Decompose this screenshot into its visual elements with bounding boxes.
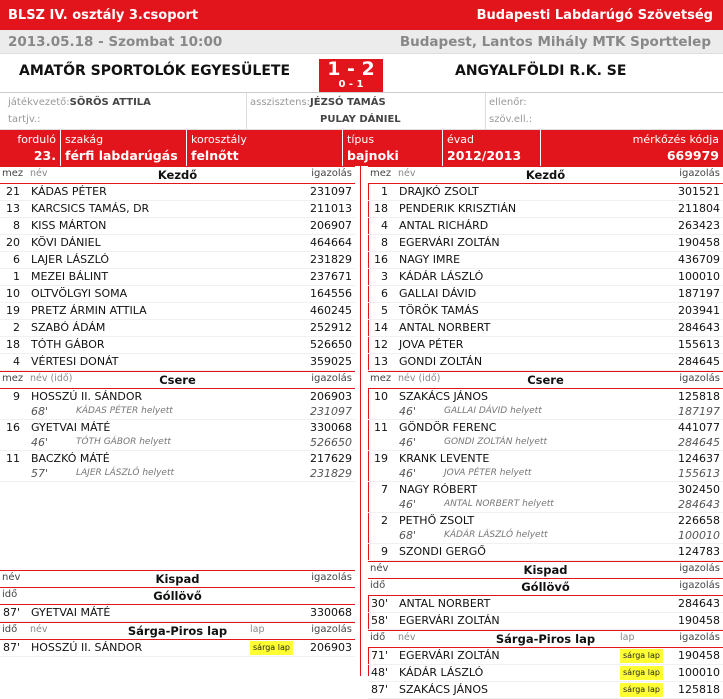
replaced-player-id: 155613	[678, 467, 720, 480]
carded-player-name[interactable]: SZAKÁCS JÁNOS	[399, 683, 488, 696]
section-title: Csere	[527, 373, 564, 387]
replaced-player: JOVA PÉTER helyett	[444, 468, 532, 478]
teams-row	[0, 54, 723, 93]
col-lap: lap	[250, 624, 265, 635]
player-name[interactable]: GONDI ZOLTÁN	[399, 355, 483, 368]
replaced-player-id: 284645	[678, 436, 720, 449]
home-team-name[interactable]: AMATŐR SPORTOLÓK EGYESÜLETE	[19, 63, 291, 79]
player-id: 124783	[678, 545, 720, 558]
home-subs-header	[0, 371, 355, 389]
player-row	[368, 252, 723, 269]
player-row	[368, 320, 723, 337]
info-kind	[342, 130, 442, 166]
yellow-card-badge: sárga lap	[620, 683, 663, 697]
card-minute: 87'	[2, 641, 20, 654]
player-name[interactable]: SZONDI GERGŐ	[399, 545, 486, 558]
assistant-label: asszisztens:	[250, 97, 311, 108]
carded-player-id: 125818	[678, 683, 720, 696]
player-row	[368, 235, 723, 252]
info-age	[186, 130, 342, 166]
player-row	[368, 218, 723, 235]
player-id: 464664	[310, 236, 352, 249]
replaced-player-id: 526650	[310, 436, 352, 449]
away-goals-header	[368, 579, 723, 596]
referee-label: játékvezető:	[8, 97, 70, 108]
player-name[interactable]: GYETVAI MÁTÉ	[31, 421, 111, 434]
player-number: 11	[374, 421, 388, 434]
player-id: 206903	[310, 390, 352, 403]
player-number: 19	[6, 304, 20, 317]
player-id: 301521	[678, 185, 720, 198]
player-name[interactable]: OLTVÖLGYI SOMA	[31, 287, 128, 300]
player-row	[0, 286, 355, 303]
col-mez: mez	[370, 373, 392, 384]
col-nev: név	[370, 563, 389, 574]
player-name[interactable]: NAGY IMRE	[399, 253, 461, 266]
referee-row	[8, 94, 151, 111]
type-value: férfi labdarúgás	[65, 148, 178, 163]
goal-minute: 87'	[2, 606, 20, 619]
carded-player-id: 100010	[678, 666, 720, 679]
player-row	[0, 201, 355, 218]
player-id: 211804	[678, 202, 720, 215]
info-type	[60, 130, 186, 166]
player-name[interactable]: NAGY RÓBERT	[399, 483, 478, 496]
replaced-player: KÁDÁR LÁSZLÓ helyett	[444, 530, 548, 540]
player-number: 16	[6, 421, 20, 434]
controller-row	[489, 94, 527, 111]
referee-name: SÖRÖS ATTILA	[69, 97, 151, 108]
player-id: 203941	[678, 304, 720, 317]
round-label: forduló	[17, 133, 56, 146]
card-minute: 71'	[370, 649, 388, 662]
sub-minute: 46'	[31, 436, 49, 449]
player-name[interactable]: BACZKÓ MÁTÉ	[31, 452, 110, 465]
player-name[interactable]: KARCSICS TAMÁS, DR	[31, 202, 150, 215]
player-number: 9	[381, 545, 388, 558]
player-number: 8	[381, 236, 388, 249]
home-starters-header	[0, 166, 355, 184]
player-row	[0, 337, 355, 354]
away-starters-header	[368, 166, 723, 184]
carded-player-name[interactable]: EGERVÁRI ZOLTÁN	[399, 649, 500, 662]
spacer	[0, 482, 355, 570]
player-row	[368, 303, 723, 320]
col-igazolas: igazolás	[679, 580, 720, 591]
section-title: Kezdő	[525, 168, 566, 182]
player-name[interactable]: KÁDAS PÉTER	[31, 185, 107, 198]
sub-minute: 46'	[399, 498, 417, 511]
section-title: Csere	[159, 373, 196, 387]
substitution-row	[368, 420, 723, 451]
away-subs-header	[368, 371, 723, 389]
player-number: 20	[6, 236, 20, 249]
player-id: 164556	[310, 287, 352, 300]
col-mez: mez	[2, 373, 24, 384]
player-id: 206907	[310, 219, 352, 232]
home-starters-list	[0, 184, 355, 371]
player-name[interactable]: TÖRÖK TAMÁS	[399, 304, 479, 317]
player-name[interactable]: HOSSZÚ II. SÁNDOR	[31, 390, 143, 403]
replaced-player-id: 231829	[310, 467, 352, 480]
szov-row	[489, 111, 532, 128]
replaced-player: GONDI ZOLTÁN helyett	[444, 437, 547, 447]
column-divider	[360, 166, 361, 676]
sub-minute: 46'	[399, 405, 417, 418]
player-name[interactable]: KÖVI DÁNIEL	[31, 236, 101, 249]
officials-divider	[246, 93, 247, 129]
age-label: korosztály	[191, 133, 247, 146]
player-id: 302450	[678, 483, 720, 496]
assistant1-name: JÉZSÓ TAMÁS	[310, 97, 386, 108]
card-minute: 87'	[370, 683, 388, 696]
substitution-row	[0, 451, 355, 482]
carded-player-id: 190458	[678, 649, 720, 662]
col-nev-ido: név (idő)	[398, 373, 441, 384]
player-row	[0, 235, 355, 252]
col-igazolas: igazolás	[679, 563, 720, 574]
player-row	[0, 354, 355, 371]
home-bench-header	[0, 570, 355, 588]
scorer-id: 330068	[310, 606, 352, 619]
player-id: 124637	[678, 452, 720, 465]
player-number: 1	[381, 185, 388, 198]
player-number: 4	[13, 355, 20, 368]
section-title: Sárga-Piros lap	[495, 632, 596, 646]
player-id: 211013	[310, 202, 352, 215]
col-nev: név	[398, 632, 416, 643]
player-id: 330068	[310, 421, 352, 434]
col-nev: név	[2, 572, 21, 583]
replaced-player: KÁDAS PÉTER helyett	[76, 406, 173, 416]
age-value: felnőtt	[191, 148, 239, 163]
col-ido: idő	[370, 632, 386, 643]
player-number: 10	[6, 287, 20, 300]
section-title: Sárga-Piros lap	[127, 624, 228, 638]
carded-player-id: 206903	[310, 641, 352, 654]
top-bar	[0, 0, 723, 30]
player-id: 190458	[678, 236, 720, 249]
player-number: 19	[374, 452, 388, 465]
player-row	[0, 184, 355, 201]
player-number: 6	[13, 253, 20, 266]
player-number: 6	[381, 287, 388, 300]
section-title: Góllövő	[153, 589, 202, 603]
player-number: 14	[374, 321, 388, 334]
player-id: 526650	[310, 338, 352, 351]
goal-minute: 30'	[370, 597, 388, 610]
col-ido: idő	[2, 589, 18, 600]
match-datetime: 2013.05.18 - Szombat 10:00	[8, 33, 223, 50]
substitution-row	[368, 482, 723, 513]
replaced-player-id: 100010	[678, 529, 720, 542]
player-number: 4	[381, 219, 388, 232]
player-number: 18	[6, 338, 20, 351]
federation-title[interactable]: Budapesti Labdarúgó Szövetség	[476, 7, 713, 23]
player-number: 9	[13, 390, 20, 403]
replaced-player: GALLAI DÁVID helyett	[444, 406, 542, 416]
replaced-player-id: 187197	[678, 405, 720, 418]
sub-minute: 68'	[399, 529, 417, 542]
away-subs-list	[368, 389, 723, 544]
player-id: 125818	[678, 390, 720, 403]
player-id: 284645	[678, 355, 720, 368]
player-number: 18	[374, 202, 388, 215]
player-id: 441077	[678, 421, 720, 434]
col-mez: mez	[370, 168, 392, 179]
info-code	[540, 130, 723, 166]
carded-player-name[interactable]: KÁDÁR LÁSZLÓ	[399, 666, 484, 679]
tartjv-label: tartjv.:	[8, 114, 41, 125]
player-name[interactable]: MEZEI BÁLINT	[31, 270, 109, 283]
player-name[interactable]: GÖNDÖR FERENC	[399, 421, 497, 434]
tartjv-row	[8, 111, 41, 128]
player-id: 252912	[310, 321, 352, 334]
player-id: 359025	[310, 355, 352, 368]
player-number: 13	[374, 355, 388, 368]
yellow-card-badge: sárga lap	[620, 649, 663, 663]
col-igazolas: igazolás	[679, 373, 720, 384]
player-id: 231097	[310, 185, 352, 198]
away-cards-header	[368, 630, 723, 648]
score-box	[319, 59, 383, 92]
sub-minute: 46'	[399, 436, 417, 449]
replaced-player-id: 231097	[310, 405, 352, 418]
player-number: 10	[374, 390, 388, 403]
player-id: 226658	[678, 514, 720, 527]
kind-label: típus	[347, 133, 375, 146]
type-label: szakág	[65, 133, 104, 146]
player-name[interactable]: PRETZ ÁRMIN ATTILA	[31, 304, 147, 317]
player-name[interactable]: GALLAI DÁVID	[399, 287, 477, 300]
controller-label: ellenőr:	[489, 97, 527, 108]
carded-player-name[interactable]: HOSSZÚ II. SÁNDOR	[31, 641, 143, 654]
replaced-player: ANTAL NORBERT helyett	[444, 499, 554, 509]
col-igazolas: igazolás	[311, 624, 352, 635]
home-cards-list	[0, 640, 355, 657]
col-nev-ido: név (idő)	[30, 373, 73, 384]
substitution-row	[368, 451, 723, 482]
away-team-name[interactable]: ANGYALFÖLDI R.K. SE	[455, 63, 627, 79]
player-name[interactable]: SZAKÁCS JÁNOS	[399, 390, 488, 403]
substitution-row	[0, 389, 355, 420]
bench-extra-row	[368, 544, 723, 561]
scorer-name[interactable]: ANTAL NORBERT	[399, 597, 491, 610]
player-id: 460245	[310, 304, 352, 317]
szov-label: szöv.ell.:	[489, 114, 533, 125]
player-id: 237671	[310, 270, 352, 283]
player-row	[0, 320, 355, 337]
player-id: 100010	[678, 270, 720, 283]
player-number: 7	[381, 483, 388, 496]
player-row	[368, 201, 723, 218]
sub-minute: 46'	[399, 467, 417, 480]
col-igazolas: igazolás	[679, 168, 720, 179]
league-title[interactable]: BLSZ IV. osztály 3.csoport	[8, 7, 199, 23]
player-id: 231829	[310, 253, 352, 266]
scorer-name[interactable]: EGERVÁRI ZOLTÁN	[399, 614, 500, 627]
away-starters-list	[368, 184, 723, 371]
yellow-card-badge: sárga lap	[250, 641, 293, 655]
section-title: Kispad	[155, 572, 200, 586]
col-igazolas: igazolás	[311, 373, 352, 384]
col-lap: lap	[620, 632, 635, 643]
col-igazolas: igazolás	[679, 632, 720, 643]
halftime-score: 0 - 1	[338, 79, 364, 90]
section-title: Góllövő	[521, 580, 570, 594]
goal-minute: 58'	[370, 614, 388, 627]
col-igazolas: igazolás	[311, 168, 352, 179]
col-nev: név	[30, 624, 48, 635]
home-column	[0, 166, 355, 657]
assistant2-row	[320, 111, 401, 128]
assistant-row	[250, 94, 386, 111]
player-row	[0, 218, 355, 235]
substitution-row	[368, 513, 723, 544]
player-row	[368, 337, 723, 354]
player-name[interactable]: KÁDÁR LÁSZLÓ	[399, 270, 484, 283]
info-bar	[0, 130, 723, 166]
col-ido: idő	[2, 624, 18, 635]
player-number: 11	[6, 452, 20, 465]
goal-row	[368, 596, 723, 613]
assistant2-name: PULAY DÁNIEL	[320, 114, 401, 125]
player-name[interactable]: DRAJKÓ ZSOLT	[399, 185, 479, 198]
player-number: 16	[374, 253, 388, 266]
player-number: 8	[13, 219, 20, 232]
player-name[interactable]: ANTAL RICHÁRD	[399, 219, 489, 232]
replaced-player-id: 284643	[678, 498, 720, 511]
card-row	[368, 682, 723, 699]
player-row	[368, 286, 723, 303]
player-number: 21	[6, 185, 20, 198]
player-row	[368, 354, 723, 371]
player-name[interactable]: PETHŐ ZSOLT	[399, 514, 475, 527]
player-row	[0, 303, 355, 320]
col-mez: mez	[2, 168, 24, 179]
home-subs-list	[0, 389, 355, 482]
officials-divider	[485, 93, 486, 129]
code-label: mérkőzés kódja	[632, 133, 719, 146]
player-name[interactable]: JOVA PÉTER	[399, 338, 464, 351]
player-name[interactable]: SZABÓ ÁDÁM	[31, 321, 106, 334]
player-id: 284643	[678, 321, 720, 334]
player-number: 13	[6, 202, 20, 215]
player-id: 155613	[678, 338, 720, 351]
section-title: Kispad	[523, 563, 568, 577]
home-cards-header	[0, 622, 355, 640]
player-number: 12	[374, 338, 388, 351]
card-row	[0, 640, 355, 657]
scorer-id: 284643	[678, 597, 720, 610]
player-name[interactable]: PENDERIK KRISZTIÁN	[399, 202, 517, 215]
substitution-row	[0, 420, 355, 451]
season-label: évad	[447, 133, 475, 146]
player-name[interactable]: KRANK LEVENTE	[399, 452, 490, 465]
player-name[interactable]: ANTAL NORBERT	[399, 321, 491, 334]
info-season	[442, 130, 540, 166]
player-row	[0, 252, 355, 269]
kind-value: bajnoki	[347, 148, 399, 163]
substitution-row	[368, 389, 723, 420]
player-number: 2	[381, 514, 388, 527]
player-row	[368, 269, 723, 286]
player-number: 1	[13, 270, 20, 283]
lineups	[0, 166, 723, 696]
scorer-name[interactable]: GYETVAI MÁTÉ	[31, 606, 111, 619]
final-score: 1 - 2	[327, 58, 375, 80]
season-value: 2012/2013	[447, 148, 522, 163]
home-goals-list	[0, 605, 355, 622]
section-title: Kezdő	[157, 168, 198, 182]
sub-minute: 68'	[31, 405, 49, 418]
player-number: 5	[381, 304, 388, 317]
player-name[interactable]: EGERVÁRI ZOLTÁN	[399, 236, 500, 249]
away-column	[368, 166, 723, 699]
home-goals-header	[0, 588, 355, 605]
player-name[interactable]: KISS MÁRTON	[31, 219, 107, 232]
player-number: 2	[13, 321, 20, 334]
away-goals-list	[368, 596, 723, 630]
player-id: 217629	[310, 452, 352, 465]
scorer-id: 190458	[678, 614, 720, 627]
match-venue: Budapest, Lantos Mihály MTK Sporttelep	[399, 33, 711, 50]
player-id: 436709	[678, 253, 720, 266]
card-row	[368, 648, 723, 665]
col-nev: név	[30, 168, 48, 179]
player-row	[0, 269, 355, 286]
col-nev: név	[398, 168, 416, 179]
away-bench-header	[368, 561, 723, 579]
goal-row	[368, 613, 723, 630]
replaced-player: TÓTH GÁBOR helyett	[76, 437, 171, 447]
player-name[interactable]: TÓTH GÁBOR	[31, 338, 105, 351]
player-row	[368, 184, 723, 201]
player-id: 263423	[678, 219, 720, 232]
round-value: 23.	[33, 148, 56, 163]
sub-minute: 57'	[31, 467, 49, 480]
goal-row	[0, 605, 355, 622]
code-value: 669979	[666, 148, 719, 163]
replaced-player: LAJER LÁSZLÓ helyett	[76, 468, 175, 478]
yellow-card-badge: sárga lap	[620, 666, 663, 680]
date-bar	[0, 30, 723, 54]
player-number: 3	[381, 270, 388, 283]
officials	[0, 93, 723, 130]
player-id: 187197	[678, 287, 720, 300]
col-igazolas: igazolás	[311, 572, 352, 583]
info-round	[0, 130, 60, 166]
player-name[interactable]: VÉRTESI DONÁT	[31, 355, 119, 368]
card-minute: 48'	[370, 666, 388, 679]
col-ido: idő	[370, 580, 386, 591]
player-name[interactable]: LAJER LÁSZLÓ	[31, 253, 110, 266]
